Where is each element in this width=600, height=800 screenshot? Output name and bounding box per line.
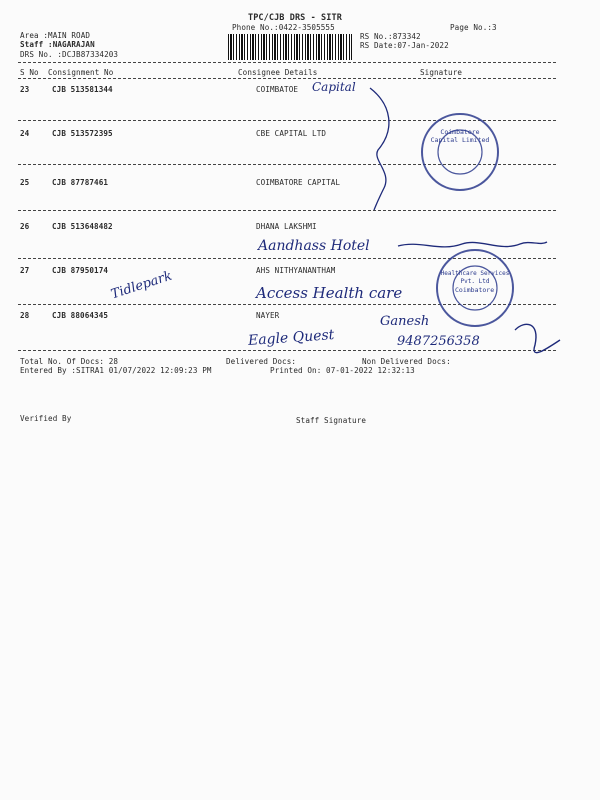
page-number: Page No.:3 [450,23,497,32]
staff-label: Staff : [20,40,53,49]
row-consignee: COIMBATOE [256,85,299,94]
handwritten-note: Aandhass Hotel [258,238,370,254]
rs-number: RS No.:873342 [360,32,421,41]
non-delivered-docs: Non Delivered Docs: [362,357,451,366]
entered-by: Entered By :SITRA1 01/07/2022 12:09:23 PM [20,366,212,375]
col-consignee: Consignee Details [238,68,318,77]
row-consignee: COIMBATORE CAPITAL [256,178,341,187]
row-consignment: CJB 88064345 [52,311,109,320]
handwritten-note: Access Health care [256,284,403,302]
document-title: TPC/CJB DRS - SITR [248,13,342,23]
total-docs: Total No. Of Docs: 28 [20,357,119,366]
row-consignee: NAYER [256,311,280,320]
row-sno: 25 [20,178,30,187]
col-signature: Signature [420,68,463,77]
row-sno: 26 [20,222,30,231]
row-consignee: DHANA LAKSHMI [256,222,317,231]
handwritten-note: Eagle Quest [247,327,335,349]
printed-on: Printed On: 07-01-2022 12:32:13 [270,366,415,375]
row-consignment: CJB 87787461 [52,178,109,187]
signature-stroke [515,324,560,352]
staff-name: NAGARAJAN [52,40,95,49]
row-sno: 24 [20,129,30,138]
rs-date: RS Date:07-Jan-2022 [360,41,449,50]
row-sno: 28 [20,311,30,320]
col-sno: S No [20,68,39,77]
row-consignment: CJB 513572395 [52,129,113,138]
signature-stroke [370,88,389,210]
signature-stroke [398,242,547,247]
handwritten-note: Tidlepark [109,268,174,303]
verified-by: Verified By [20,414,72,423]
row-consignment: CJB 513581344 [52,85,113,94]
handwritten-note: Ganesh [380,314,430,329]
handwritten-note: Capital [312,80,356,94]
col-consignment: Consignment No [48,68,114,77]
staff-signature: Staff Signature [296,416,367,425]
row-consignment: CJB 513648482 [52,222,113,231]
row-sno: 27 [20,266,30,275]
row-consignee: AHS NITHYANANTHAM [256,266,336,275]
stamp-health-text: Healthcare Services Pvt. Ltd [440,270,510,285]
phone-number: Phone No.:0422-3505555 [232,23,335,32]
row-consignee: CBE CAPITAL LTD [256,129,327,138]
drs-number: DRS No. :DCJB87334203 [20,50,119,59]
handwritten-phone: 9487256358 [397,334,480,349]
row-consignment: CJB 87950174 [52,266,109,275]
stamp-health-city: Coimbatore [455,286,495,294]
stamp-capital-ring [422,114,498,190]
stamp-capital-text: Coimbatore Capital Limited [430,128,490,144]
delivered-docs: Delivered Docs: [226,357,297,366]
area-label: Area :MAIN ROAD [20,31,91,40]
row-sno: 23 [20,85,30,94]
